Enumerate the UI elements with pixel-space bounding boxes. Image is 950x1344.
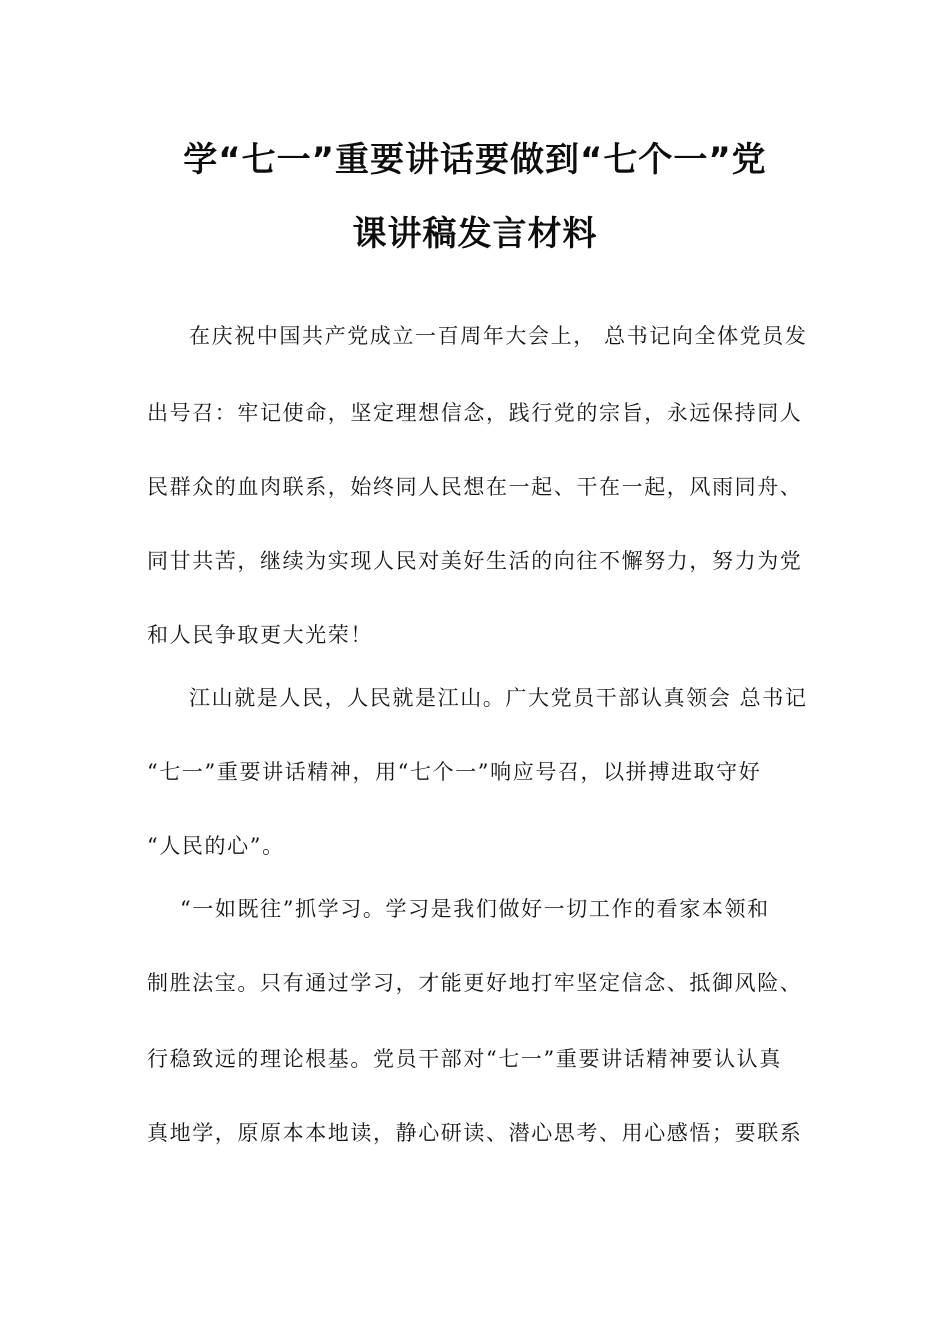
paragraph-1-line-2: 出号召：牢记使命，坚定理想信念，践行党的宗旨，永远保持同人 <box>147 401 803 425</box>
paragraph-3-line-4: 真地学，原原本本地读，静心研读、潜心思考、用心感悟；要联系 <box>147 1121 803 1145</box>
paragraph-2-line-3: “人民的心”。 <box>147 834 285 858</box>
paragraph-2-line-1: 江山就是人民，人民就是江山。广大党员干部认真领会 总书记 <box>189 686 808 710</box>
paragraph-3-line-1: “一如既往”抓学习。学习是我们做好一切工作的看家本领和 <box>180 897 770 921</box>
paragraph-1-line-5: 和人民争取更大光荣！ <box>147 623 373 647</box>
paragraph-3-line-2: 制胜法宝。只有通过学习，才能更好地打牢坚定信念、抵御风险、 <box>147 971 803 995</box>
paragraph-2-line-2: “七一”重要讲话精神，用“七个一”响应号召，以拼搏进取守好 <box>147 760 762 784</box>
document-title-line-2: 课讲稿发言材料 <box>352 214 598 254</box>
paragraph-1-line-1: 在庆祝中国共产党成立一百周年大会上， 总书记向全体党员发 <box>189 324 808 348</box>
paragraph-3-line-3: 行稳致远的理论根基。党员干部对“七一”重要讲话精神要认认真 <box>147 1047 782 1071</box>
paragraph-1-line-4: 同甘共苦，继续为实现人民对美好生活的向往不懈努力，努力为党 <box>147 549 803 573</box>
document-title-line-1: 学“七一”重要讲话要做到“七个一”党 <box>183 140 767 180</box>
paragraph-1-line-3: 民群众的血肉联系，始终同人民想在一起、干在一起，风雨同舟、 <box>147 475 803 499</box>
